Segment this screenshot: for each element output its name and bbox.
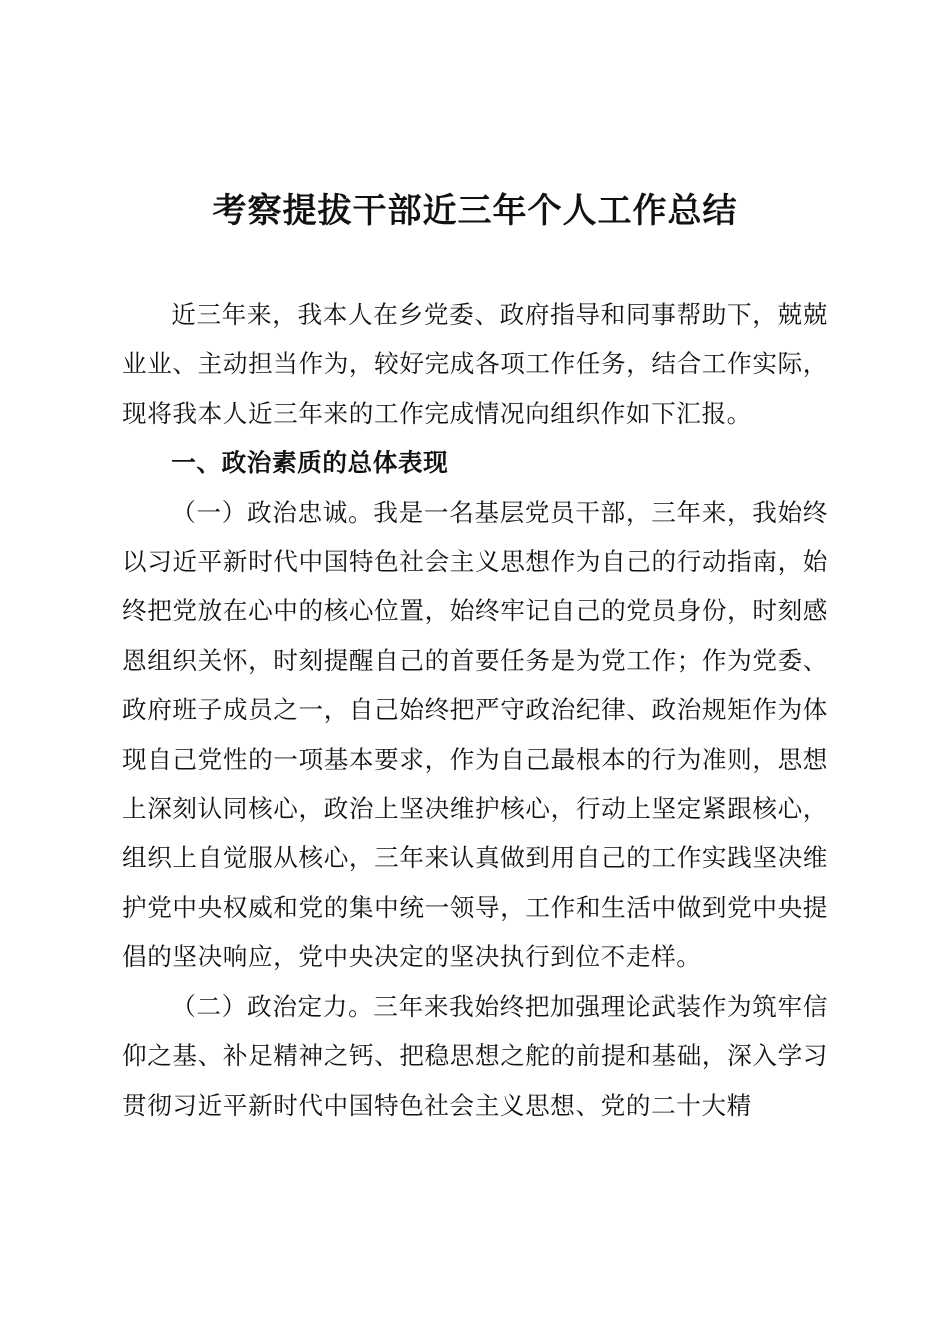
document-body (122, 290, 828, 1130)
political-resolve-paragraph: （二）政治定力。三年来我始终把加强理论武装作为筑牢信仰之基、补足精神之钙、把稳思想之舵的前提和基础，深入学习贯彻习近平新时代中国特色社会主义思想、党的二十大精 (122, 991, 828, 1120)
section-heading: 一、政治素质的总体表现 (171, 448, 449, 478)
intro-paragraph: 近三年来，我本人在乡党委、政府指导和同事帮助下，兢兢业业、主动担当作为，较好完成各项工作任务，结合工作实际，现将我本人近三年来的工作完成情况向组织作如下汇报。 (122, 300, 828, 428)
document-title: 考察提拔干部近三年个人工作总结 (212, 191, 738, 231)
political-loyalty-paragraph: （一）政治忠诚。我是一名基层党员干部，三年来，我始终以习近平新时代中国特色社会主义思想作为自己的行动指南，始终把党放在心中的核心位置，始终牢记自己的党员身份，时刻感恩组织关怀，时刻提醒自己的首要任务是为党工作；作为党委、政府班子成员之一，自己始终把严守政治纪律、政治规矩作为体现自己党性的一项基本要求，作为自己最根本的行为准则，思想上深刻认同核心，政治上坚决维护核心，行动上坚定紧跟核心，组织上自觉服从核心，三年来认真做到用自己的工作实践坚决维护党中央权威和党的集中统一领导，工作和生活中做到党中央提倡的坚决响应，党中央决定的坚决执行到位不走样。 (122, 497, 828, 972)
